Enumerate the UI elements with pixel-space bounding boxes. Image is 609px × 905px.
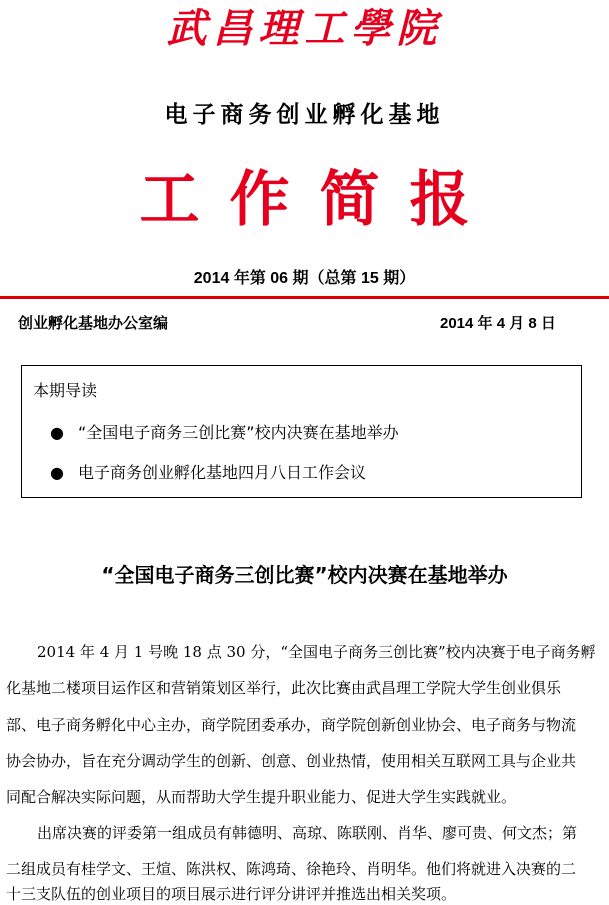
article-line: 十三支队伍的创业项目的项目展示进行评分讲评并推选出相关奖项。 xyxy=(6,885,457,903)
red-divider xyxy=(0,296,609,299)
base-title: 电子商务创业孵化基地 xyxy=(164,102,445,128)
article-line: 化基地二楼项目运作区和营销策划区举行，此次比赛由武昌理工学院大学生创业俱乐 xyxy=(6,679,562,697)
article-line: 二组成员有桂学文、王煊、陈洪权、陈鸿琦、徐艳玲、肖明华。他们将就进入决赛的二 xyxy=(6,860,577,878)
article-line: 同配合解决实际问题，从而帮助大学生提升职业能力、促进大学生实践就业。 xyxy=(6,788,517,806)
editor-label: 创业孵化基地办公室编 xyxy=(18,315,169,332)
brief-title: 工作简报 xyxy=(139,165,500,235)
issue-number: 2014 年第 06 期（总第 15 期） xyxy=(193,270,416,287)
article-line: 部、电子商务孵化中心主办，商学院团委承办，商学院创新创业协会、电子商务与物流 xyxy=(6,716,577,734)
guide-item-text: 电子商务创业孵化基地四月八日工作会议 xyxy=(78,463,367,482)
article-title: “全国电子商务三创比赛”校内决赛在基地举办 xyxy=(101,563,508,587)
article-line: 2014 年 4 月 1 号晚 18 点 30 分，“全国电子商务三创比赛”校内决赛于电子商务孵 xyxy=(37,643,596,661)
guide-item xyxy=(50,462,366,484)
guide-item-text: “全国电子商务三创比赛”校内决赛在基地举办 xyxy=(78,423,399,442)
issue-date: 2014 年 4 月 8 日 xyxy=(440,315,556,332)
bullet-icon: ● xyxy=(50,423,64,442)
guide-heading: 本期导读 xyxy=(33,381,98,400)
article-line: 协会协办，旨在充分调动学生的创新、创意、创业热情，使用相关互联网工具与企业共 xyxy=(6,752,577,770)
school-logo: 武昌理工學院 xyxy=(166,5,443,52)
article-line: 出席决赛的评委第一组成员有韩德明、高琼、陈联刚、肖华、廖可贵、何文杰；第 xyxy=(37,824,578,842)
guide-item xyxy=(50,422,399,444)
bullet-icon: ● xyxy=(50,463,64,482)
